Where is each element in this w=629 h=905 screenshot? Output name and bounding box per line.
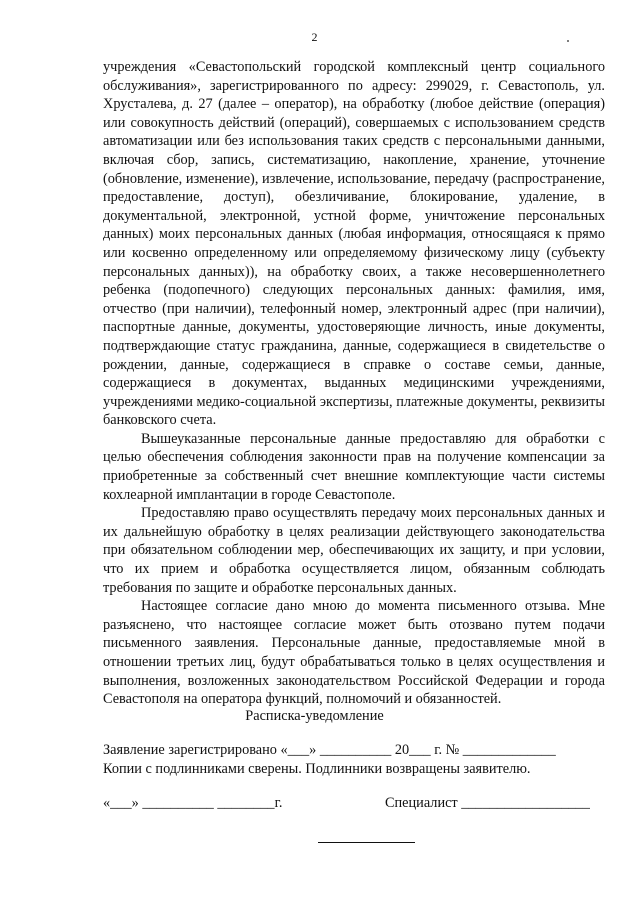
- registration-line: Заявление зарегистрировано «___» __________ 20___ г. № _____________: [103, 742, 556, 758]
- paragraph-purpose: Вышеуказанные персональные данные предоставляю для обработки с целью обеспечения соблюдения законности прав на получение компенсации за приобретенные за собственный счет внешние комплектующие части системы кохлеарной имплантации в городе Севастополе.: [103, 430, 605, 503]
- paragraph-consent-term: Настоящее согласие дано мною до момента письменного отзыва. Мне разъяснено, что настоящее согласие может быть отозвано путем подачи письменного заявления. Персональные данные, предоставляемые мной в отношении третьих лиц, будут обрабатываться только в целях осуществления и выполнения, возложенных законодательством Российской Федерации и города Севастополя на оператора функций, полномочий и обязанностей.: [103, 598, 605, 708]
- bottom-rule: [318, 842, 415, 843]
- copies-verified-line: Копии с подлинниками сверены. Подлинники возвращены заявителю.: [103, 761, 531, 777]
- paragraph-processing-consent: учреждения «Севастопольский городской комплексный центр социального обслуживания», зарегистрированного по адресу: 299029, г. Севастополь, ул. Хрусталева, д. 27 (далее – оператор), на обработку (любое действие (операция) или совокупность действий (операций), совершаемых с использованием средств автоматизации или без использования таких средств с персональными данными, включая сбор, запись, систематизацию, накопление, хранение, уточнение (обновление, изменение), извлечение, использование, передачу (распространение, предоставление, доступ), обезличивание, блокирование, удаление, в документальной, электронной, устной форме, уничтожение персональных данных) моих персональных данных (любая информация, относящаяся к прямо или косвенно определенному или определяемому физическому лицу (субъекту персональных данных)), на обработку своих, а также несовершеннолетнего ребенка (подопечного) следующих персональных данных: фамилия, имя, отчество (при наличии), телефонный номер, электронный адрес (при наличии), паспортные данные, документы, удостоверяющие личность, иные документы, подтверждающие статус гражданина, данные, содержащиеся в свидетельстве о рождении, данные, содержащиеся в справке о составе семьи, данные, содержащиеся в документах, выданных медицинскими учреждениями, учреждениями медико-социальной экспертизы, платежные документы, реквизиты банковского счета.: [103, 59, 605, 429]
- page-number: 2: [311, 30, 318, 44]
- consent-body: [103, 58, 605, 709]
- receipt-title: Расписка-уведомление: [245, 708, 384, 724]
- paragraph-transfer-right: Предоставляю право осуществлять передачу моих персональных данных и их дальнейшую обработку в целях реализации действующего законодательства при обязательном соблюдении мер, обеспечивающих их защиту, и при условии, что их прием и обработка осуществляется лицом, обязанным соблюдать требования по защите и обработке персональных данных.: [103, 505, 605, 596]
- specialist-signature-line: Специалист __________________: [385, 795, 590, 811]
- date-line: «___» __________ ________г.: [103, 795, 283, 811]
- scan-speck: [567, 40, 569, 42]
